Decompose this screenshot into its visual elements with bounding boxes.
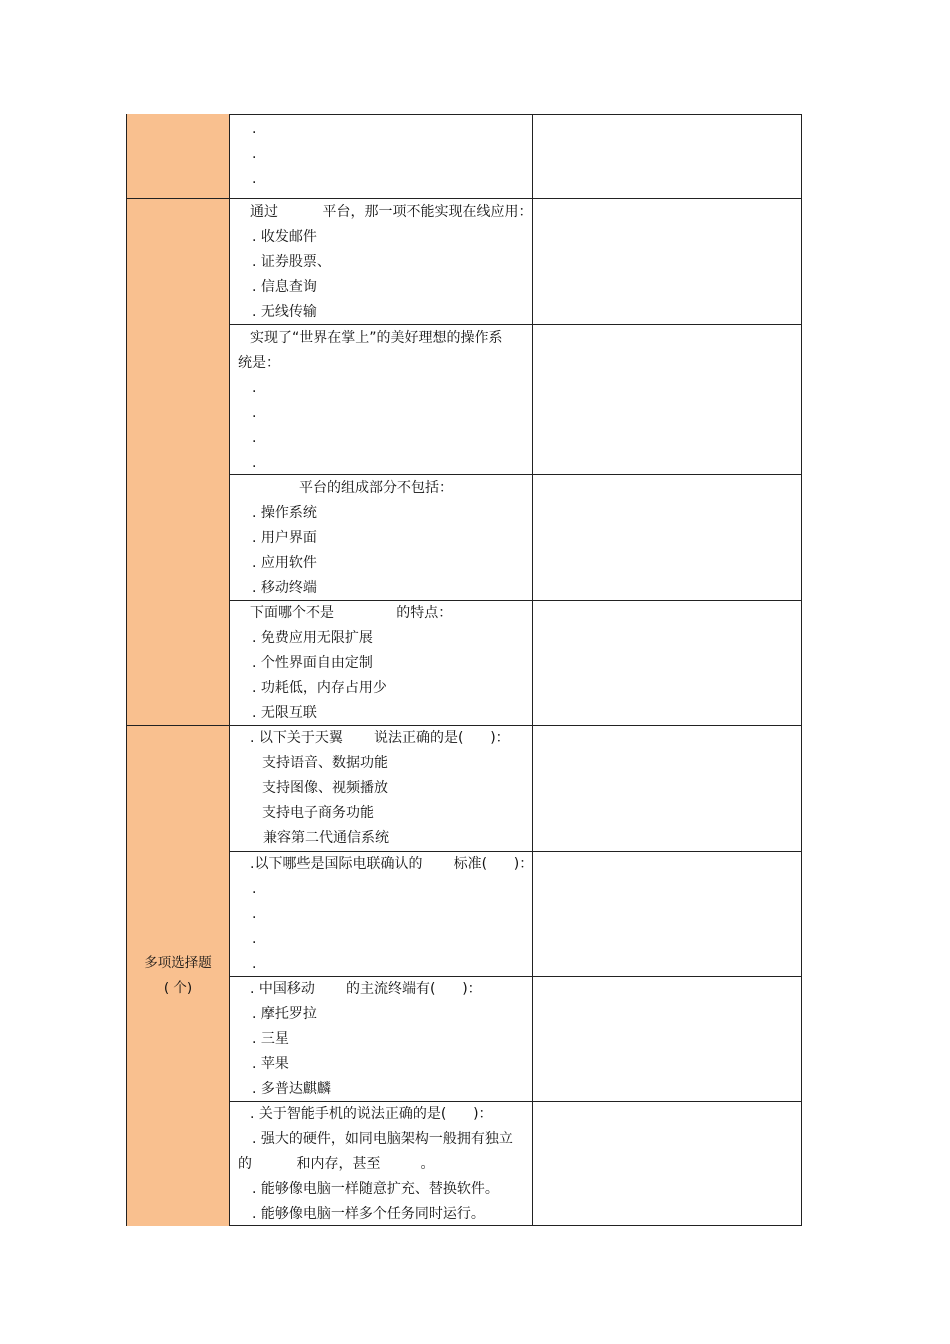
option-line: . 苹果 — [252, 1056, 289, 1072]
question-row — [230, 600, 802, 725]
question-stem: . 中国移动 的主流终端有( )： — [250, 981, 482, 997]
option-line: . — [252, 430, 257, 446]
question-line: . — [252, 146, 257, 162]
table-bottom-border — [230, 1225, 802, 1226]
answer-cell[interactable] — [533, 726, 802, 851]
question-stem: 统是： — [238, 355, 280, 371]
question-row — [230, 851, 802, 976]
question-cell — [230, 977, 533, 1101]
question-row — [230, 198, 802, 324]
category-label-title: 多项选择题 — [144, 955, 212, 971]
question-cell — [230, 475, 533, 600]
question-stem: .以下哪些是国际电联确认的 标准( )： — [250, 856, 534, 872]
option-line: . 能够像电脑一样随意扩充、替换软件。 — [252, 1181, 499, 1197]
question-cell — [230, 1102, 533, 1226]
option-line: . — [252, 956, 257, 972]
option-line: . — [252, 881, 257, 897]
answer-cell[interactable] — [533, 475, 802, 600]
question-line: . — [252, 121, 257, 137]
option-line: . 功耗低，内存占用少 — [252, 680, 387, 696]
question-row — [230, 725, 802, 851]
option-line: . 操作系统 — [252, 505, 317, 521]
option-line: . 信息查询 — [252, 279, 317, 295]
answer-cell[interactable] — [533, 325, 802, 474]
question-line: . — [252, 171, 257, 187]
option-line: . 应用软件 — [252, 555, 317, 571]
option-line: . 用户界面 — [252, 530, 317, 546]
question-row — [230, 114, 802, 198]
answer-cell[interactable] — [533, 114, 802, 198]
question-stem: . 关于智能手机的说法正确的是( )： — [250, 1106, 493, 1122]
option-line: 支持图像、视频播放 — [262, 780, 388, 796]
option-line: . 个性界面自由定制 — [252, 655, 373, 671]
category-cell-2 — [126, 198, 230, 725]
answer-cell[interactable] — [533, 1102, 802, 1226]
option-line: 的 和内存，甚至 。 — [238, 1156, 435, 1172]
category-cell-multiple-choice — [126, 725, 230, 1226]
option-line: . 能够像电脑一样多个任务同时运行。 — [252, 1206, 485, 1222]
option-line: . 收发邮件 — [252, 229, 317, 245]
question-stem: 通过 平台，那一项不能实现在线应用： — [250, 204, 533, 220]
question-stem: 下面哪个不是 的特点： — [250, 605, 453, 621]
question-row — [230, 976, 802, 1101]
question-stem: 平台的组成部分不包括： — [250, 480, 453, 496]
question-row — [230, 1101, 802, 1226]
answer-cell[interactable] — [533, 601, 802, 725]
answer-cell[interactable] — [533, 199, 802, 324]
question-cell — [230, 114, 533, 198]
option-line: . 多普达麒麟 — [252, 1081, 331, 1097]
question-row — [230, 324, 802, 474]
option-line: . 移动终端 — [252, 580, 317, 596]
option-line: . — [252, 906, 257, 922]
question-row — [230, 474, 802, 600]
option-line: . 强大的硬件，如同电脑架构一般拥有独立 — [252, 1131, 513, 1147]
question-stem: . 以下关于天翼 说法正确的是( )： — [250, 730, 510, 746]
option-line: 支持语音、数据功能 — [262, 755, 388, 771]
option-line: . 免费应用无限扩展 — [252, 630, 373, 646]
question-cell — [230, 325, 533, 474]
option-line: . 无限互联 — [252, 705, 317, 721]
answer-cell[interactable] — [533, 977, 802, 1101]
option-line: . 证券股票、 — [252, 254, 331, 270]
option-line: 支持电子商务功能 — [262, 805, 374, 821]
question-cell — [230, 199, 533, 324]
option-line: 兼容第二代通信系统 — [263, 830, 389, 846]
option-line: . 摩托罗拉 — [252, 1006, 317, 1022]
question-table — [126, 114, 802, 1226]
option-line: . — [252, 931, 257, 947]
option-line: . — [252, 380, 257, 396]
question-cell — [230, 852, 533, 976]
question-cell — [230, 601, 533, 725]
category-label-count: ( 个) — [163, 980, 193, 996]
option-line: . 三星 — [252, 1031, 289, 1047]
question-stem: 实现了“世界在掌上”的美好理想的操作系 — [250, 330, 503, 346]
option-line: . 无线传输 — [252, 304, 317, 320]
option-line: . — [252, 455, 257, 471]
option-line: . — [252, 405, 257, 421]
question-cell — [230, 726, 533, 851]
category-cell-1 — [126, 114, 230, 198]
answer-cell[interactable] — [533, 852, 802, 976]
